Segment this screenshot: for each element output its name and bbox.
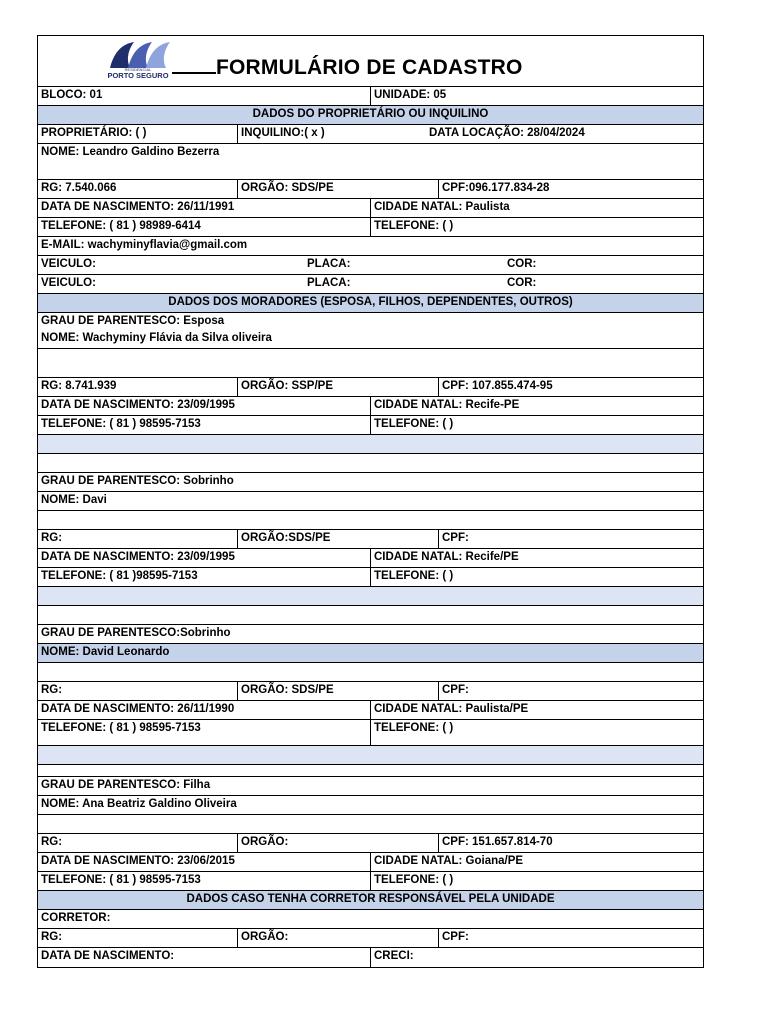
resident-grau-row [38,625,703,644]
resident-orgao-field[interactable]: ORGÃO:SDS/PE [237,530,438,548]
resident-phone2-field[interactable]: TELEFONE: ( ) [370,872,703,890]
owner-type-row [38,125,703,144]
broker-cpf-field[interactable]: CPF: [438,929,703,947]
porto-seguro-logo [100,38,174,80]
resident-grau-field[interactable]: GRAU DE PARENTESCO: Esposa [41,315,225,327]
resident-phone-field[interactable]: TELEFONE: ( 81 ) 98595-7153 [41,722,201,734]
unidade-field[interactable]: UNIDADE: 05 [370,87,703,105]
broker-field[interactable]: CORRETOR: [41,912,111,924]
resident-grau-field[interactable]: GRAU DE PARENTESCO: Filha [41,779,211,791]
resident-phone-field[interactable]: TELEFONE: ( 81 ) 98595-7153 [41,874,201,886]
resident-phone-row [38,872,703,891]
owner-phone-row [38,218,703,237]
broker-creci-field[interactable]: CRECI: [370,948,703,967]
resident-grau-row [38,777,703,796]
vehicle-field[interactable]: VEICULO: [41,277,96,289]
resident-separator [38,435,703,454]
resident-birth-row [38,397,703,416]
resident-1-grau-name [38,313,703,349]
resident-doc-row [38,834,703,853]
owner-birth-field[interactable]: DATA DE NASCIMENTO: 26/11/1991 [41,201,235,213]
resident-birth-row [38,853,703,872]
resident-grau-field[interactable]: GRAU DE PARENTESCO:Sobrinho [41,627,231,639]
vehicle-field[interactable]: VEICULO: [41,258,96,270]
resident-city-field[interactable]: CIDADE NATAL: Goiana/PE [370,853,703,871]
resident-city-field[interactable]: CIDADE NATAL: Recife/PE [370,549,703,567]
proprietario-field[interactable]: PROPRIETÁRIO: ( ) [41,127,147,139]
resident-doc-row [38,378,703,397]
resident-birth-field[interactable]: DATA DE NASCIMENTO: 26/11/1990 [41,703,235,715]
resident-3-spacer-top [38,606,703,625]
section-owner-header: DADOS DO PROPRIETÁRIO OU INQUILINO [38,106,703,125]
broker-birth-row [38,948,703,967]
resident-phone-row [38,720,703,746]
bloco-unidade-row [38,87,703,106]
resident-city-field[interactable]: CIDADE NATAL: Recife-PE [370,397,703,415]
resident-phone-field[interactable]: TELEFONE: ( 81 ) 98595-7153 [41,418,201,430]
logo-text: PORTO SEGURO [107,71,169,80]
resident-spacer [38,349,703,378]
owner-email-field[interactable]: E-MAIL: wachyminyflavia@gmail.com [41,239,248,251]
resident-name-field[interactable]: NOME: Davi [41,494,107,506]
broker-row [38,910,703,929]
resident-phone2-field[interactable]: TELEFONE: ( ) [370,568,703,586]
resident-2-spacer-top [38,454,703,473]
resident-separator [38,746,703,765]
resident-birth-row [38,701,703,720]
resident-phone2-field[interactable]: TELEFONE: ( ) [370,416,703,434]
owner-orgao-field[interactable]: ORGÃO: SDS/PE [237,180,438,198]
form-title: FORMULÁRIO DE CADASTRO [172,56,523,80]
form-header [38,36,703,87]
resident-orgao-field[interactable]: ORGÃO: SDS/PE [237,682,438,700]
resident-name-field[interactable]: NOME: Ana Beatriz Galdino Oliveira [41,798,237,810]
resident-birth-field[interactable]: DATA DE NASCIMENTO: 23/09/1995 [41,551,235,563]
resident-separator [38,587,703,606]
owner-birth-row [38,199,703,218]
resident-birth-row [38,549,703,568]
resident-spacer [38,511,703,530]
resident-name-field[interactable]: NOME: David Leonardo [41,646,170,658]
resident-phone2-field[interactable]: TELEFONE: ( ) [370,720,703,745]
owner-doc-row [38,180,703,199]
plate-field[interactable]: PLACA: [307,258,351,270]
owner-email-row [38,237,703,256]
resident-spacer [38,663,703,682]
resident-cpf-field[interactable]: CPF: [438,530,703,548]
resident-phone-row [38,568,703,587]
section-residents-header: DADOS DOS MORADORES (ESPOSA, FILHOS, DEPENDENTES, OUTROS) [38,294,703,313]
resident-name-field[interactable]: NOME: Wachyminy Flávia da Silva oliveira [41,332,272,344]
resident-orgao-field[interactable]: ORGÃO: SSP/PE [237,378,438,396]
owner-rg-field[interactable]: RG: 7.540.066 [41,182,117,194]
resident-birth-field[interactable]: DATA DE NASCIMENTO: 23/06/2015 [41,855,235,867]
owner-city-field[interactable]: CIDADE NATAL: Paulista [370,199,703,217]
resident-orgao-field[interactable]: ORGÃO: [237,834,438,852]
bloco-field[interactable]: BLOCO: 01 [41,89,103,101]
resident-rg-field[interactable]: RG: [41,836,63,848]
resident-name-row [38,492,703,511]
resident-birth-field[interactable]: DATA DE NASCIMENTO: 23/09/1995 [41,399,235,411]
resident-grau-field[interactable]: GRAU DE PARENTESCO: Sobrinho [41,475,234,487]
resident-spacer [38,815,703,834]
resident-4-spacer-top [38,765,703,777]
owner-phone-field[interactable]: TELEFONE: ( 81 ) 98989-6414 [41,220,201,232]
vehicle-row [38,275,703,294]
resident-doc-row [38,682,703,701]
resident-cpf-field[interactable]: CPF: 107.855.474-95 [438,378,703,396]
resident-cpf-field[interactable]: CPF: [438,682,703,700]
inquilino-field[interactable]: INQUILINO:( x ) [237,125,426,143]
broker-birth-field[interactable]: DATA DE NASCIMENTO: [41,950,175,962]
color-field[interactable]: COR: [507,277,537,289]
plate-field[interactable]: PLACA: [307,277,351,289]
broker-doc-row [38,929,703,948]
broker-orgao-field[interactable]: ORGÃO: [237,929,438,947]
resident-cpf-field[interactable]: CPF: 151.657.814-70 [438,834,703,852]
resident-rg-field[interactable]: RG: [41,684,63,696]
resident-name-row [38,796,703,815]
owner-name-row [38,144,703,180]
section-broker-header: DADOS CASO TENHA CORRETOR RESPONSÁVEL PELA UNIDADE [38,891,703,910]
owner-name-field[interactable]: NOME: Leandro Galdino Bezerra [41,146,220,158]
resident-phone-row [38,416,703,435]
logo-subtext: RESIDENCIAL [124,67,152,72]
broker-rg-field[interactable]: RG: [41,931,63,943]
resident-city-field[interactable]: CIDADE NATAL: Paulista/PE [370,701,703,719]
resident-rg-field[interactable]: RG: 8.741.939 [41,380,117,392]
registration-form [37,35,704,968]
vehicle-row [38,256,703,275]
resident-rg-field[interactable]: RG: [41,532,63,544]
resident-doc-row [38,530,703,549]
owner-phone2-field[interactable]: TELEFONE: ( ) [370,218,703,236]
resident-grau-row [38,473,703,492]
data-locacao-field[interactable]: DATA LOCAÇÃO: 28/04/2024 [429,127,585,139]
owner-cpf-field[interactable]: CPF:096.177.834-28 [438,180,703,198]
resident-name-row [38,644,703,663]
resident-phone-field[interactable]: TELEFONE: ( 81 )98595-7153 [41,570,198,582]
color-field[interactable]: COR: [507,258,537,270]
